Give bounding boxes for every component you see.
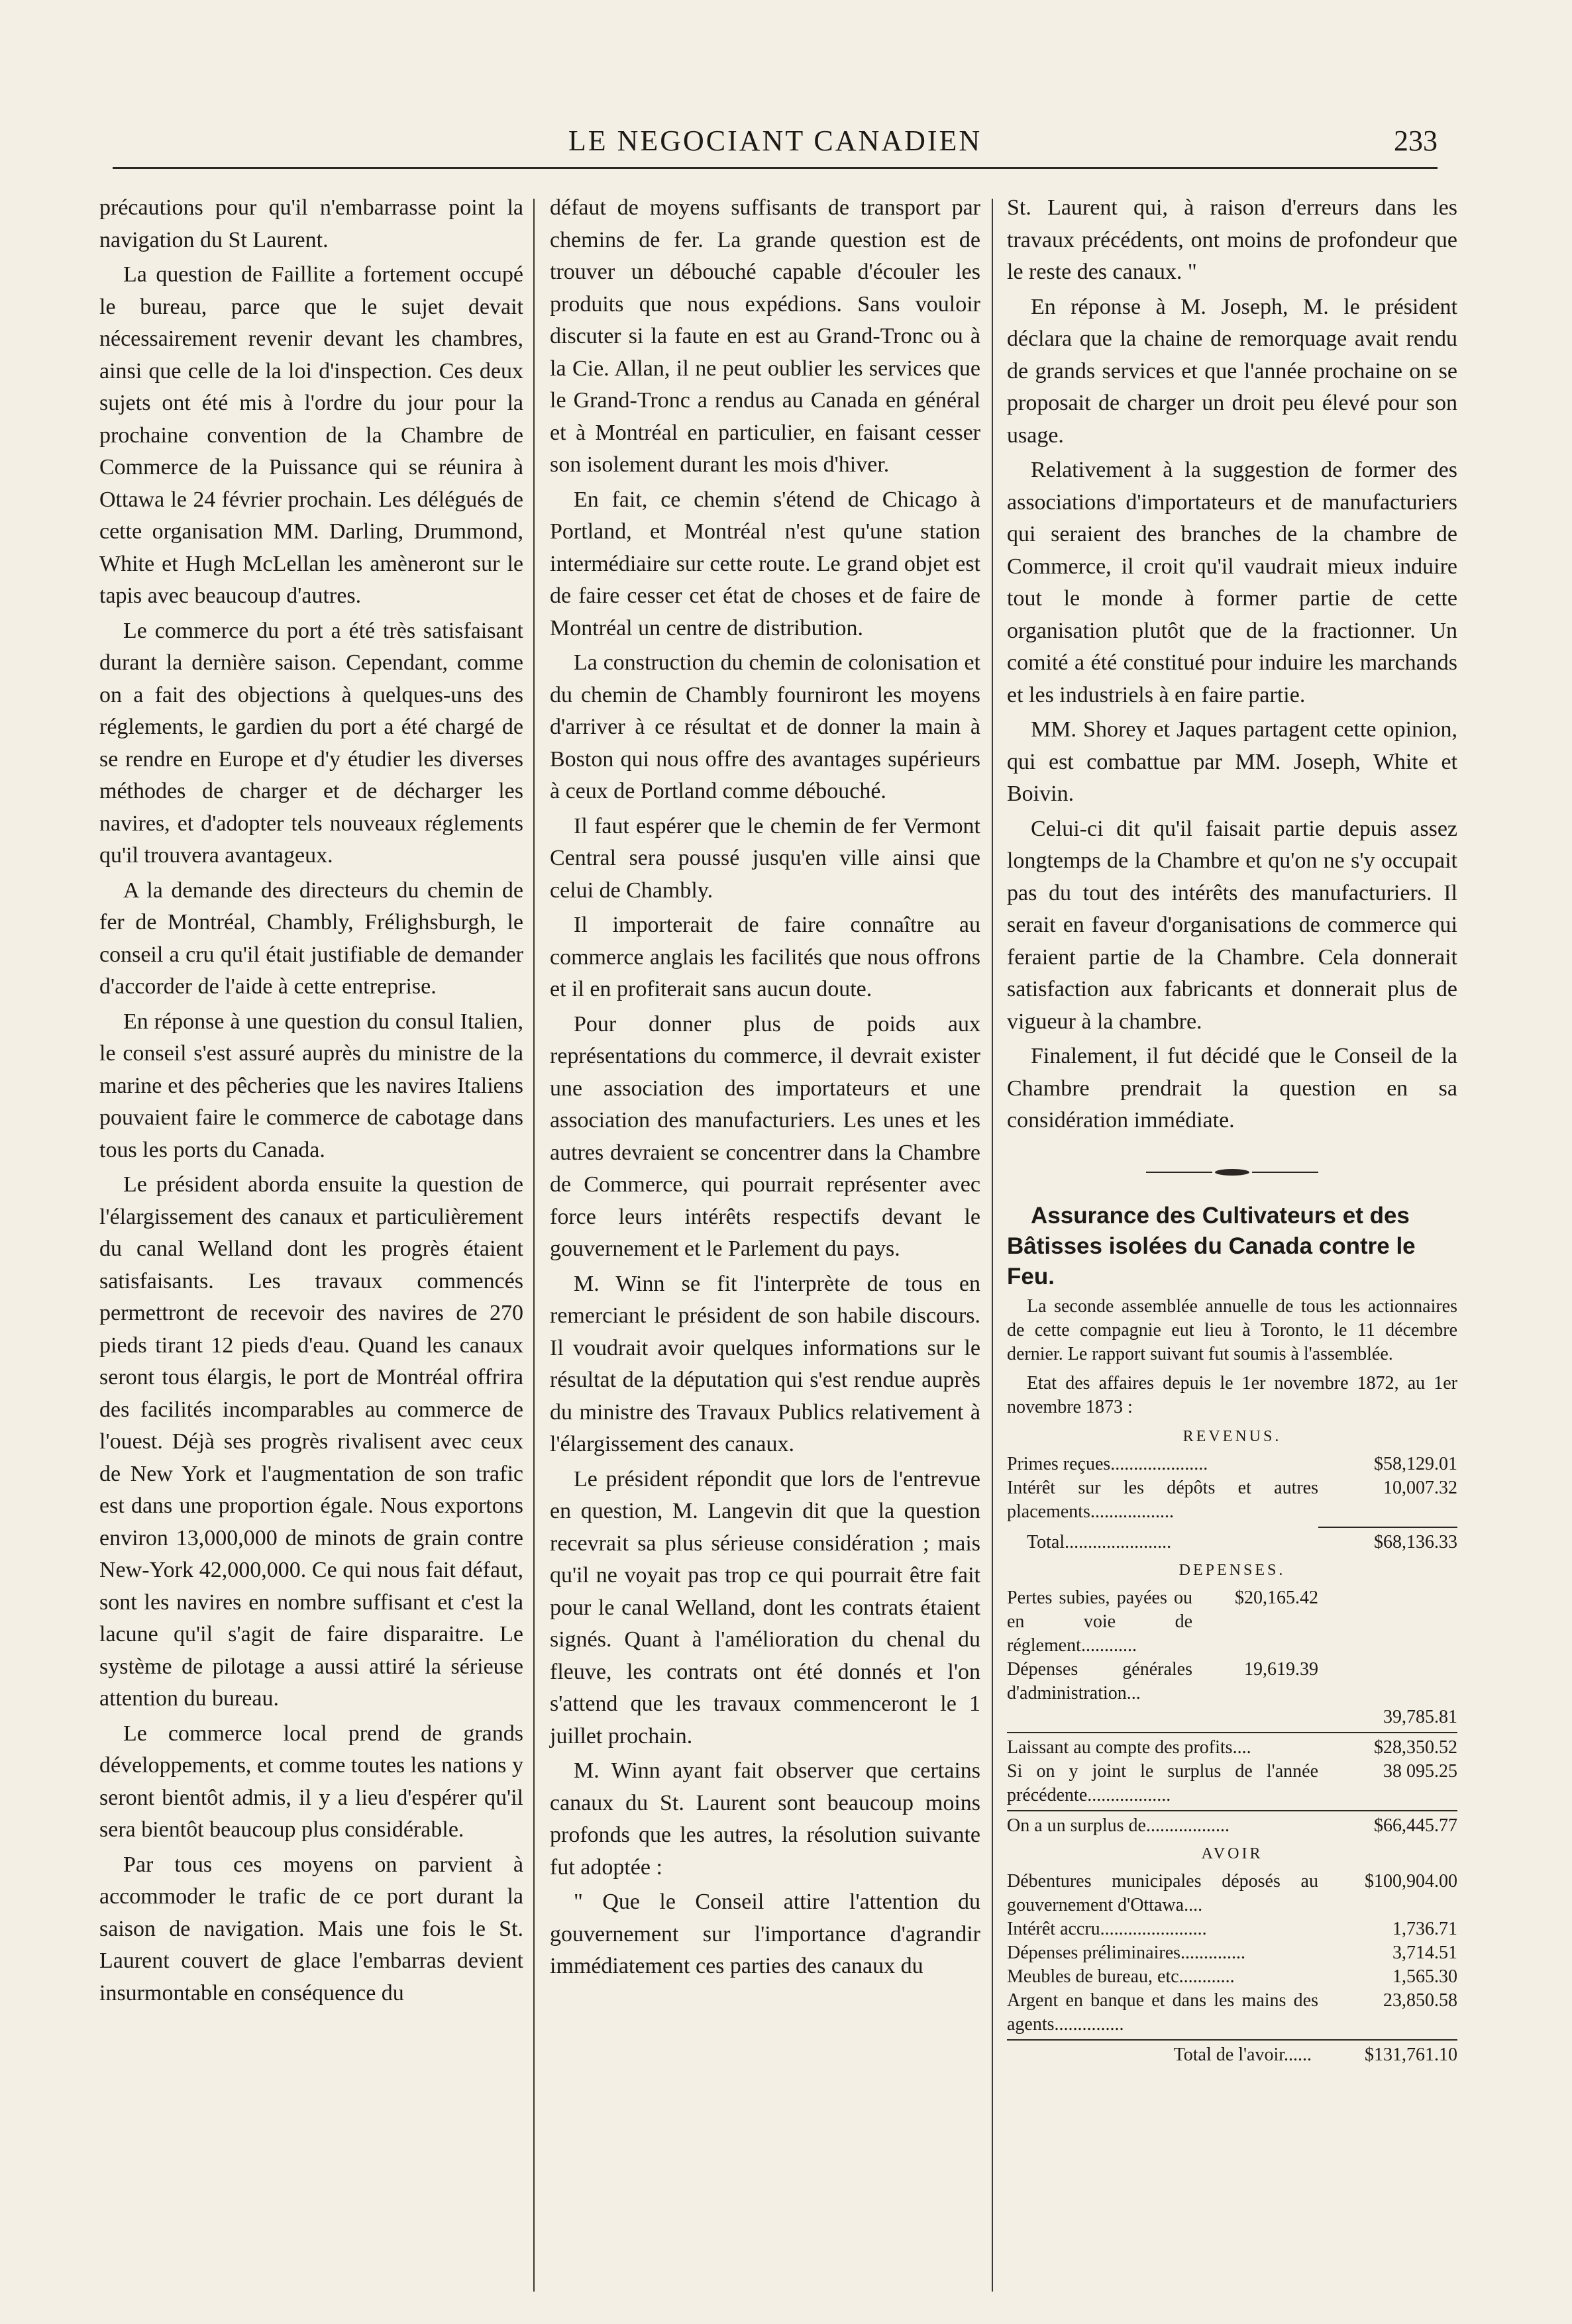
paragraph: M. Winn se fit l'interprète de tous en remerciant le président de son habile discours. Il voudrait avoir quelques informations sur le résultat de la députation qui s'est rendue auprès du ministre des Travaux Publics relativement à l'élargissement des canaux. xyxy=(550,1271,980,1456)
paragraph: St. Laurent qui, à raison d'erreurs dans les travaux précédents, ont moins de profondeur que le reste des canaux. " xyxy=(1007,195,1457,284)
paragraph: Par tous ces moyens on parvient à accommoder le trafic de ce port durant la saison de navigation. Mais une fois le St. Laurent couvert de glace l'embarras devient insurmontable en conséquence du xyxy=(99,1852,523,2005)
account-amount: 3,714.51 xyxy=(1392,1943,1457,1963)
account-row xyxy=(1007,1941,1457,1965)
report-state: Etat des affaires depuis le 1er novembre 1872, au 1er novembre 1873 : xyxy=(1007,1373,1457,1417)
account-row xyxy=(1007,1586,1457,1658)
account-row xyxy=(1007,1476,1457,1524)
account-row xyxy=(1007,1989,1457,2037)
account-subamount: $20,165.42 xyxy=(1235,1588,1318,1608)
account-amount: 39,785.81 xyxy=(1383,1707,1457,1727)
account-subamount: 19,619.39 xyxy=(1244,1659,1318,1680)
section-ornament xyxy=(1007,1154,1457,1187)
account-row xyxy=(1007,1917,1457,1941)
sum-rule xyxy=(1007,1732,1457,1733)
paragraph: En réponse à M. Joseph, M. le président déclara que la chaine de remorquage avait rendu de grands services et que l'année prochaine on se proposait de charger un droit peu élevé pour son usage. xyxy=(1007,294,1457,448)
account-row xyxy=(1007,1870,1457,1917)
paragraph: défaut de moyens suffisants de transport par chemins de fer. La grande question est de trouver un débouché capable d'écouler les produits que nous expédions. Sans vouloir discuter si la faute en est au Grand-Tronc ou à la Cie. Allan, il ne peut oublier les services que le Grand-Tronc a rendus au Canada en général et à Montréal en particulier, en faisant cesser son isolement durant les mois d'hiver. xyxy=(550,195,980,477)
account-label: Si on y joint le surplus de l'année précédente.................. xyxy=(1007,1761,1318,1805)
account-amount: 23,850.58 xyxy=(1383,1990,1457,2011)
paragraph: A la demande des directeurs du chemin de fer de Montréal, Chambly, Frélighsburgh, le conseil a cru qu'il était justifiable de demander d'accorder de l'aide à cette entreprise. xyxy=(99,878,523,999)
account-row xyxy=(1007,1760,1457,1807)
sum-rule xyxy=(1318,1527,1457,1528)
account-amount: $68,136.33 xyxy=(1374,1532,1457,1552)
paragraph: MM. Shorey et Jaques partagent cette opinion, qui est combattue par MM. Joseph, White et Boivin. xyxy=(1007,717,1457,806)
header-rule xyxy=(113,167,1438,169)
account-amount: $58,129.01 xyxy=(1374,1454,1457,1474)
account-row xyxy=(1007,1705,1457,1729)
account-label: Pertes subies, payées ou en voie de réglement............ xyxy=(1007,1588,1192,1656)
paragraph: Il importerait de faire connaître au commerce anglais les facilités que nous offrons et il en profiterait sans aucun doute. xyxy=(550,913,980,1001)
account-row xyxy=(1007,1452,1457,1476)
account-amount: 10,007.32 xyxy=(1383,1478,1457,1498)
account-amount: 38 095.25 xyxy=(1383,1761,1457,1782)
article-title: Assurance des Cultivateurs et des Bâtisses isolées du Canada contre le Feu. xyxy=(1007,1203,1416,1289)
column-divider xyxy=(992,199,993,2292)
paragraph: M. Winn ayant fait observer que certains canaux du St. Laurent sont beaucoup moins profonds que les autres, la résolution suivante fut adoptée : xyxy=(550,1758,980,1880)
sum-rule xyxy=(1007,1810,1457,1811)
paragraph: Le commerce local prend de grands développements, et comme toutes les nations y seront bientôt admis, il y a lieu d'espérer qu'il sera bientôt beaucoup plus considérable. xyxy=(99,1721,523,1842)
sum-rule xyxy=(1007,2039,1457,2041)
account-row xyxy=(1007,1736,1457,1760)
account-label: Dépenses préliminaires.............. xyxy=(1007,1943,1246,1963)
paragraph: En réponse à une question du consul Italien, le conseil s'est assuré auprès du ministre de la marine et des pêcheries que les navires Italiens pouvaient faire le commerce de cabotage dans tous les ports du Canada. xyxy=(99,1009,523,1162)
account-label: Intérêt accru....................... xyxy=(1007,1919,1207,1939)
avoir-heading: AVOIR xyxy=(1201,1845,1263,1862)
account-label: Débentures municipales déposés au gouvernement d'Ottawa.... xyxy=(1007,1871,1318,1915)
account-amount: $28,350.52 xyxy=(1374,1737,1457,1758)
account-amount: $100,904.00 xyxy=(1365,1871,1457,1892)
account-label: Laissant au compte des profits.... xyxy=(1007,1737,1251,1758)
paragraph: Finalement, il fut décidé que le Conseil de la Chambre prendrait la question en sa considération immédiate. xyxy=(1007,1044,1457,1133)
account-row xyxy=(1007,1531,1457,1554)
account-row xyxy=(1007,1658,1457,1705)
column-divider xyxy=(533,199,535,2292)
account-label: Intérêt sur les dépôts et autres placements.................. xyxy=(1007,1478,1318,1522)
paragraph: La question de Faillite a fortement occupé le bureau, parce que le sujet devait nécessairement revenir devant les chambres, ainsi que celle de la loi d'inspection. Ces deux sujets ont été mis à l'ordre du jour pour la prochaine convention de la Chambre de Commerce de la Puissance qui se réunira à Ottawa le 24 février prochain. Les délégués de cette organisation MM. Darling, Drummond, White et Hugh McLellan les amèneront sur le tapis avec beaucoup d'autres. xyxy=(99,262,523,608)
paragraph: Celui-ci dit qu'il faisait partie depuis assez longtemps de la Chambre et qu'on ne s'y occupait pas du tout des intérêts des manufacturiers. Il serait en faveur d'organisations de commerce qui feraient partie de la Chambre. Cela donnerait satisfaction aux fabricants et donnerait plus de vigueur à la chambre. xyxy=(1007,816,1457,1034)
account-label: Meubles de bureau, etc............ xyxy=(1007,1966,1235,1987)
paragraph: Le président répondit que lors de l'entrevue en question, M. Langevin dit que la question recevrait sa plus sérieuse considération ; mais qu'il ne voyait pas trop ce qui pourrait être fait pour le canal Welland, dont les contrats étaient signés. Quant à l'amélioration du chenal du fleuve, les contrats ont été donnés et l'on s'attend que les travaux commenceront le 1 juillet prochain. xyxy=(550,1466,980,1748)
account-amount: $66,445.77 xyxy=(1374,1815,1457,1836)
account-row xyxy=(1007,1814,1457,1838)
paragraph: Il faut espérer que le chemin de fer Vermont Central sera poussé jusqu'en ville ainsi que celui de Chambly. xyxy=(550,813,980,903)
journal-title: LE NEGOCIANT CANADIEN xyxy=(568,125,982,157)
paragraph: précautions pour qu'il n'embarrasse point la navigation du St Laurent. xyxy=(99,195,523,252)
column-2 xyxy=(550,192,980,1986)
account-label: On a un surplus de.................. xyxy=(1007,1815,1230,1836)
paragraph: Pour donner plus de poids aux représentations du commerce, il devrait exister une association des importateurs et une association des manufacturiers. Les unes et les autres devraient se concentrer dans la Chambre de Commerce, qui pourrait représenter avec force leurs intérêts respectifs devant le gouvernement et le Parlement du pays. xyxy=(550,1011,980,1261)
paragraph: Le président aborda ensuite la question de l'élargissement des canaux et particulièrement du canal Welland dont les progrès étaient satisfaisants. Les travaux commencés permettront de recevoir des navires de 270 pieds tirant 12 pieds d'eau. Quand les canaux seront tous élargis, le port de Montréal offrira des facilités incomparables au commerce de l'ouest. Déjà ses progrès rivalisent avec ceux de New York et l'augmentation de son trafic est dans une proportion égale. Nous exportons environ 13,000,000 de minots de grain contre New-York 42,000,000. Ce qui nous fait défaut, sont les navires en nombre suffisant et c'est la lacune qu'il s'agit de faire disparaitre. Le système de pilotage a aussi attiré la sérieuse attention du bureau. xyxy=(99,1172,523,1711)
account-label: Total de l'avoir...... xyxy=(1173,2045,1312,2065)
account-label: Dépenses générales d'administration... xyxy=(1007,1659,1192,1703)
paragraph: Relativement à la suggestion de former des associations d'importateurs et de manufacturiers qui seraient des branches de la chambre de Commerce, il croit qu'il vaudrait mieux induire tout le monde à former partie de cette organisation plutôt que de la fractionner. Un comité a été constitué pour induire les marchands et les industriels à en faire partie. xyxy=(1007,458,1457,707)
account-row xyxy=(1007,2043,1457,2067)
account-amount: 1,736.71 xyxy=(1392,1919,1457,1939)
depenses-heading: DEPENSES. xyxy=(1179,1562,1286,1579)
account-label: Argent en banque et dans les mains des agents............... xyxy=(1007,1990,1318,2035)
ornament-rule-icon xyxy=(1133,1168,1332,1177)
report-intro: La seconde assemblée annuelle de tous les actionnaires de cette compagnie eut lieu à Toronto, le 11 décembre dernier. Le rapport suivant fut soumis à l'assemblée. xyxy=(1007,1296,1457,1364)
page-header xyxy=(113,116,1438,169)
column-1 xyxy=(99,192,523,2012)
insurance-report xyxy=(1007,1295,1457,2067)
account-label: Primes reçues..................... xyxy=(1007,1454,1208,1474)
revenus-heading: REVENUS. xyxy=(1182,1428,1282,1445)
account-amount: $131,761.10 xyxy=(1365,2045,1457,2065)
paragraph: La construction du chemin de colonisation et du chemin de Chambly fourniront les moyens d'arriver à ce résultat et de donner la main à Boston qui nous offre des avantages supérieurs à ceux de Portland comme débouché. xyxy=(550,650,980,803)
paragraph: " Que le Conseil attire l'attention du gouvernement sur l'importance d'agrandir immédiatement ces parties des canaux du xyxy=(550,1890,980,1978)
account-amount: 1,565.30 xyxy=(1392,1966,1457,1987)
account-row xyxy=(1007,1965,1457,1989)
account-label: Total....................... xyxy=(1027,1532,1172,1552)
page-number: 233 xyxy=(1394,125,1438,157)
column-3 xyxy=(1007,192,1457,2067)
paragraph: Le commerce du port a été très satisfaisant durant la dernière saison. Cependant, comme on a fait des objections à quelques-uns des réglements, le gardien du port a été chargé de se rendre en Europe et d'y étudier les diverses méthodes de charger et de décharger les navires, et d'adopter tels nouveaux réglements qu'il trouvera avantageux. xyxy=(99,618,523,868)
paragraph: En fait, ce chemin s'étend de Chicago à Portland, et Montréal n'est qu'une station intermédiaire sur cette route. Le grand objet est de faire cesser cet état de choses et de faire de Montréal un centre de distribution. xyxy=(550,487,980,640)
